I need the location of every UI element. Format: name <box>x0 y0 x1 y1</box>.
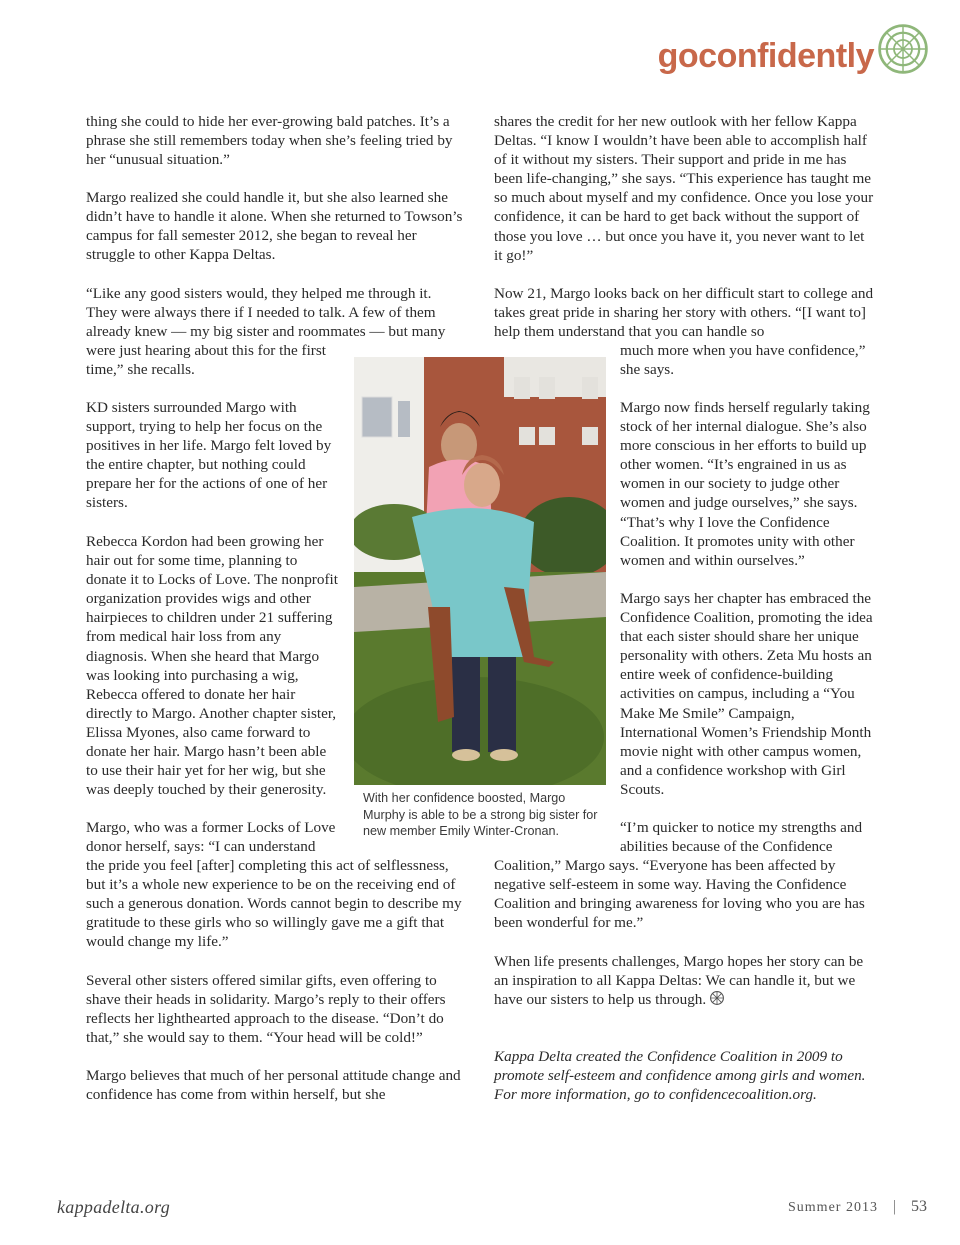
right-paragraph-4: Margo says her chapter has embraced the Confidence Coalition, promoting the idea that each sister should share her unique personality with others. Zeta Mu hosts an entire week of confidence-building activities on campus, including a “You Make Me Smile” Campaign, International Women’s Friendship Month movie night with other campus women, and a confidence workshop with Girl Scouts. <box>620 590 873 798</box>
photo-margo-and-emily <box>354 357 606 785</box>
left-paragraph-5: Rebecca Kordon had been growing her hair out for some time, planning to donate it to Locks of Love. The nonprofit organization provides wigs and other hairpieces to children under 21 suffering from medical hair loss from any diagnosis. When she heard that Margo was looking into purchasing a wig, Rebecca offered to donate her hair directly to Margo. Another chapter sister, Elissa Myones, also came forward to donate her hair. Margo hasn’t been able to use their hair yet for her wig, but she was deeply touched by their generosity. <box>86 533 338 799</box>
footer-separator: | <box>893 1198 897 1215</box>
left-paragraph-3b: were just hearing about this for the first time,” she recalls. <box>86 342 326 379</box>
footer-site: kappadelta.org <box>57 1197 171 1217</box>
footer-issue: Summer 2013 <box>788 1200 878 1215</box>
brand-confidently: confidently <box>698 36 874 75</box>
section-brand <box>658 26 930 86</box>
left-paragraph-7: Several other sisters offered similar gifts, even offering to shave their heads in solidarity. Margo’s reply to their offers reflects her lighthearted approach to the disease. “Don’t do that,” she would say to them. “Your head will be cold!” <box>86 972 446 1047</box>
closing-text: When life presents challenges, Margo hopes her story can be an inspiration to all Kappa Deltas: We can handle it, but we have our sisters to help us through. <box>494 953 864 1009</box>
right-paragraph-2a: Now 21, Margo looks back on her difficult start to college and takes great pride in sharing her story with others. “[I want to] help them understand that you can handle so <box>494 285 874 341</box>
left-paragraph-8: Margo believes that much of her personal attitude change and confidence has come from within herself, but she <box>86 1067 461 1104</box>
photo-caption: With her confidence boosted, Margo Murphy is able to be a strong big sister for new member Emily Winter-Cronan. <box>363 791 598 839</box>
left-paragraph-3a: “Like any good sisters would, they helped me through it. They were always there if I needed to talk. A few of them already knew — my big sister and roommates — but many <box>86 285 446 341</box>
shell-icon <box>876 22 930 76</box>
left-paragraph-6a: Margo, who was a former Locks of Love donor herself, says: “I can understand <box>86 819 336 856</box>
right-paragraph-2b: much more when you have confidence,” she says. <box>620 342 866 379</box>
page-number: 53 <box>911 1198 927 1215</box>
right-paragraph-6 <box>494 952 874 1009</box>
left-paragraph-6b: the pride you feel [after] completing this act of selflessness, but it’s a whole new experience to be on the receiving end of such a generous donation. Words cannot begin to describe my gratitude to these girls who so willingly gave me a gift that would change my life.” <box>86 857 462 951</box>
left-paragraph-2: Margo realized she could handle it, but she also learned she didn’t have to handle it alone. When she returned to Towson’s campus for fall semester 2012, she began to reveal her struggle to other Kappa Deltas. <box>86 189 463 264</box>
right-paragraph-5a: “I’m quicker to notice my strengths and abilities because of the Confidence <box>620 819 863 856</box>
right-paragraph-1: shares the credit for her new outlook with her fellow Kappa Deltas. “I know I wouldn’t have been able to accomplish half of it without my sisters. Their support and pride in me has been life-changing,” she says. “This experience has taught me so much about myself and my confidence. Once you lose your confidence, it can be hard to get back without the support of those you love … but once you have it, you never want to let it go!” <box>494 113 874 264</box>
left-paragraph-1: thing she could to hide her ever-growing bald patches. It’s a phrase she still remembers today when she’s feeling tried by her “unusual situation.” <box>86 113 453 169</box>
brand-go: go <box>657 36 699 75</box>
end-shell-icon <box>709 990 725 1006</box>
coalition-note: Kappa Delta created the Confidence Coalition in 2009 to promote self-esteem and confidence among girls and women. For more information, go to confidencecoalition.org. <box>494 1048 866 1104</box>
right-paragraph-5b: Coalition,” Margo says. “Everyone has been affected by negative self-esteem in some way. Having the Confidence Coalition and bringing awareness for loving who you are has been wonderful for me.” <box>494 857 865 932</box>
right-paragraph-3: Margo now finds herself regularly taking stock of her internal dialogue. She’s also more conscious in her efforts to build up other women. “It’s engrained in us as women in our society to judge other women and judge ourselves,” she says. “That’s why I love the Confidence Coalition. It promotes unity with other women and within ourselves.” <box>620 399 870 569</box>
left-paragraph-4: KD sisters surrounded Margo with support, trying to help her focus on the positives in her life. Margo felt loved by the entire chapter, but nothing could prepare her for the actions of one of her sisters. <box>86 399 332 512</box>
